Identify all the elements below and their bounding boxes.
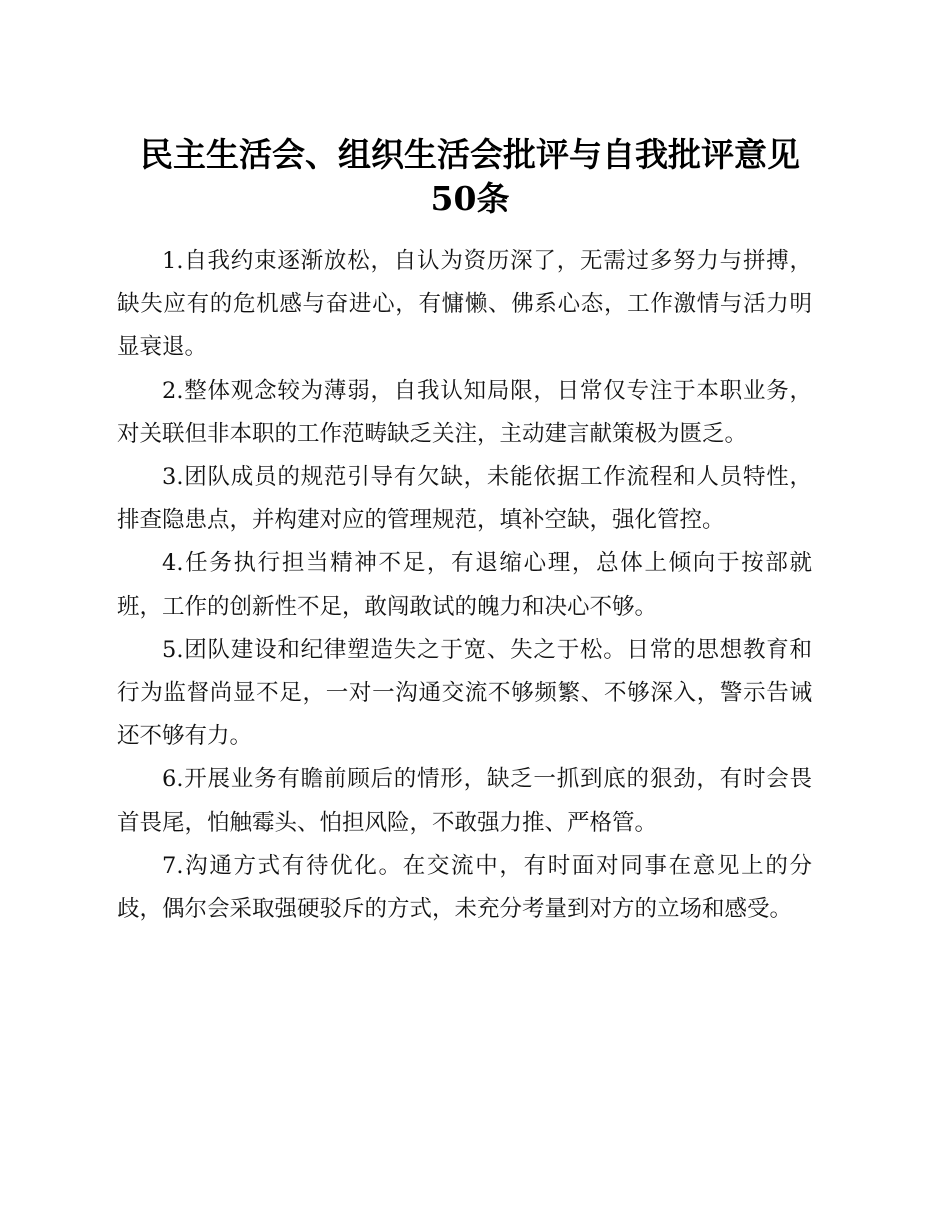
title-line-1: 民主生活会、组织生活会批评与自我批评意见 bbox=[140, 135, 800, 174]
document-title bbox=[100, 133, 840, 221]
list-item: 2.整体观念较为薄弱，自我认知局限，日常仅专注于本职业务，对关联但非本职的工作范畴缺乏关注，主动建言献策极为匮乏。 bbox=[117, 377, 812, 447]
list-item: 1.自我约束逐渐放松，自认为资历深了，无需过多努力与拼搏，缺失应有的危机感与奋进心，有慵懒、佛系心态，工作激情与活力明显衰退。 bbox=[117, 248, 812, 361]
list-item: 4.任务执行担当精神不足，有退缩心理，总体上倾向于按部就班，工作的创新性不足，敢闯敢试的魄力和决心不够。 bbox=[117, 550, 812, 620]
list-item: 3.团队成员的规范引导有欠缺，未能依据工作流程和人员特性，排查隐患点，并构建对应的管理规范，填补空缺，强化管控。 bbox=[117, 464, 812, 534]
document-body bbox=[117, 240, 812, 931]
title-line-2: 50条 bbox=[430, 179, 510, 218]
list-item: 6.开展业务有瞻前顾后的情形，缺乏一抓到底的狠劲，有时会畏首畏尾，怕触霉头、怕担风险，不敢强力推、严格管。 bbox=[117, 766, 812, 836]
list-item: 5.团队建设和纪律塑造失之于宽、失之于松。日常的思想教育和行为监督尚显不足，一对一沟通交流不够频繁、不够深入，警示告诫还不够有力。 bbox=[117, 636, 812, 750]
list-item: 7.沟通方式有待优化。在交流中，有时面对同事在意见上的分歧，偶尔会采取强硬驳斥的方式，未充分考量到对方的立场和感受。 bbox=[117, 852, 812, 923]
